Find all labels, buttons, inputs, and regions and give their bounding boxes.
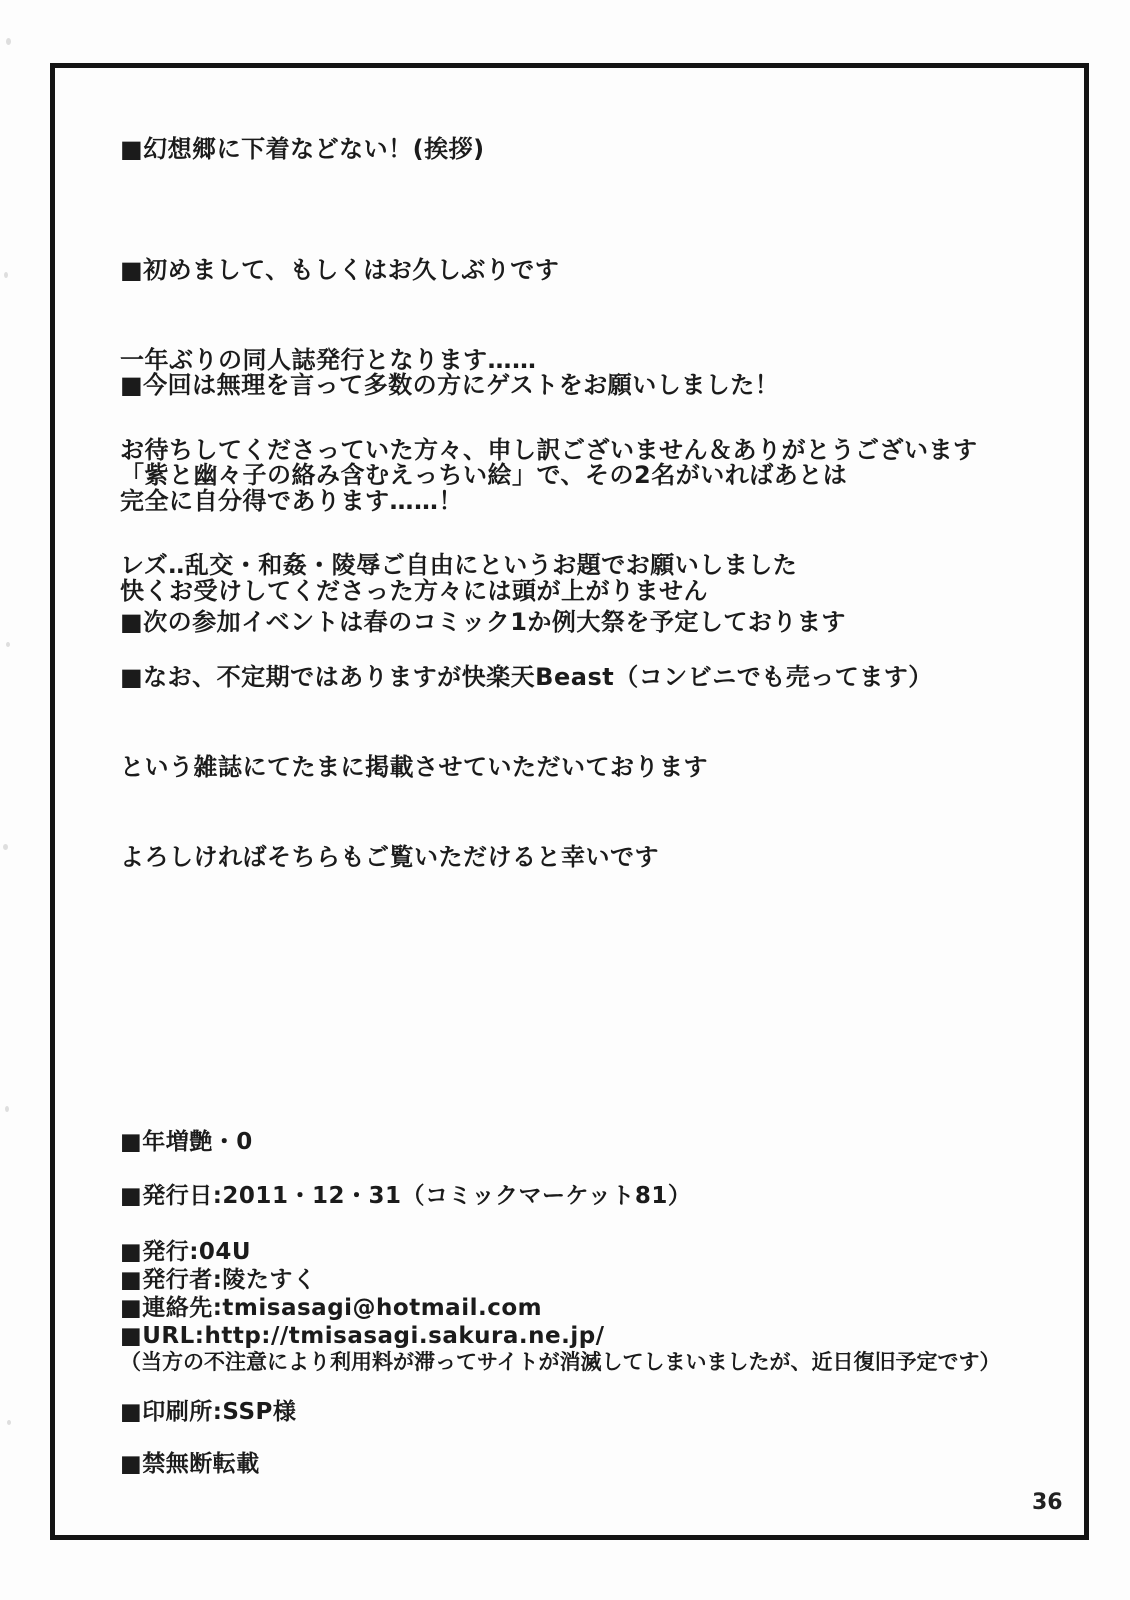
- scan-speck: [5, 1106, 9, 1112]
- colophon-publisher: ■発行:04U: [120, 1239, 252, 1265]
- afterword-line: 一年ぶりの同人誌発行となります……: [120, 346, 537, 374]
- afterword-line: という雑誌にてたまに掲載させていただいております: [120, 753, 708, 781]
- afterword-line: お待ちしてくださっていた方々、申し訳ございません＆ありがとうございます: [120, 436, 978, 464]
- afterword-line: 「紫と幽々子の絡み含むえっちい絵」で、その2名がいればあとは: [120, 461, 848, 489]
- colophon-contact-email: ■連絡先:tmisasagi@hotmail.com: [120, 1295, 543, 1321]
- afterword-line: よろしければそちらもご覧いただけると幸いです: [120, 843, 659, 871]
- scan-speck: [6, 38, 11, 45]
- colophon-publish-date: ■発行日:2011・12・31（コミックマーケット81）: [120, 1183, 692, 1209]
- colophon-reprint-notice: ■禁無断転載: [120, 1451, 260, 1477]
- afterword-paragraph: [120, 602, 933, 932]
- colophon-title: ■年増艶・0: [120, 1129, 253, 1155]
- afterword-heading: ■幻想郷に下着などない！(挨拶): [120, 135, 485, 163]
- scan-speck: [4, 272, 8, 278]
- afterword-line: 快くお受けしてくださった方々には頭が上がりません: [120, 577, 708, 605]
- colophon-url-note: （当方の不注意により利用料が滞ってサイトが消滅してしまいましたが、近日復旧予定です）: [120, 1350, 1001, 1374]
- afterword-line: 完全に自分得であります……！: [120, 487, 463, 515]
- colophon-author: ■発行者:陵たすく: [120, 1267, 317, 1293]
- afterword-line: ■初めまして、もしくはお久しぶりです: [120, 256, 560, 284]
- colophon-printer: ■印刷所:SSP様: [120, 1399, 297, 1425]
- afterword-line: ■今回は無理を言って多数の方にゲストをお願いしました！: [120, 371, 780, 399]
- scan-speck: [7, 1420, 11, 1425]
- afterword-line: レズ‥乱交・和姦・陵辱ご自由にというお題でお願いしました: [120, 551, 798, 579]
- scan-speck: [6, 642, 10, 647]
- colophon-url: ■URL:http://tmisasagi.sakura.ne.jp/: [120, 1323, 605, 1349]
- afterword-line: ■次の参加イベントは春のコミック1か例大祭を予定しております: [120, 608, 846, 636]
- scan-speck: [3, 844, 8, 850]
- afterword-line: ■なお、不定期ではありますが快楽天Beast（コンビニでも売ってます）: [120, 663, 933, 691]
- page-number: 36: [1032, 1490, 1063, 1515]
